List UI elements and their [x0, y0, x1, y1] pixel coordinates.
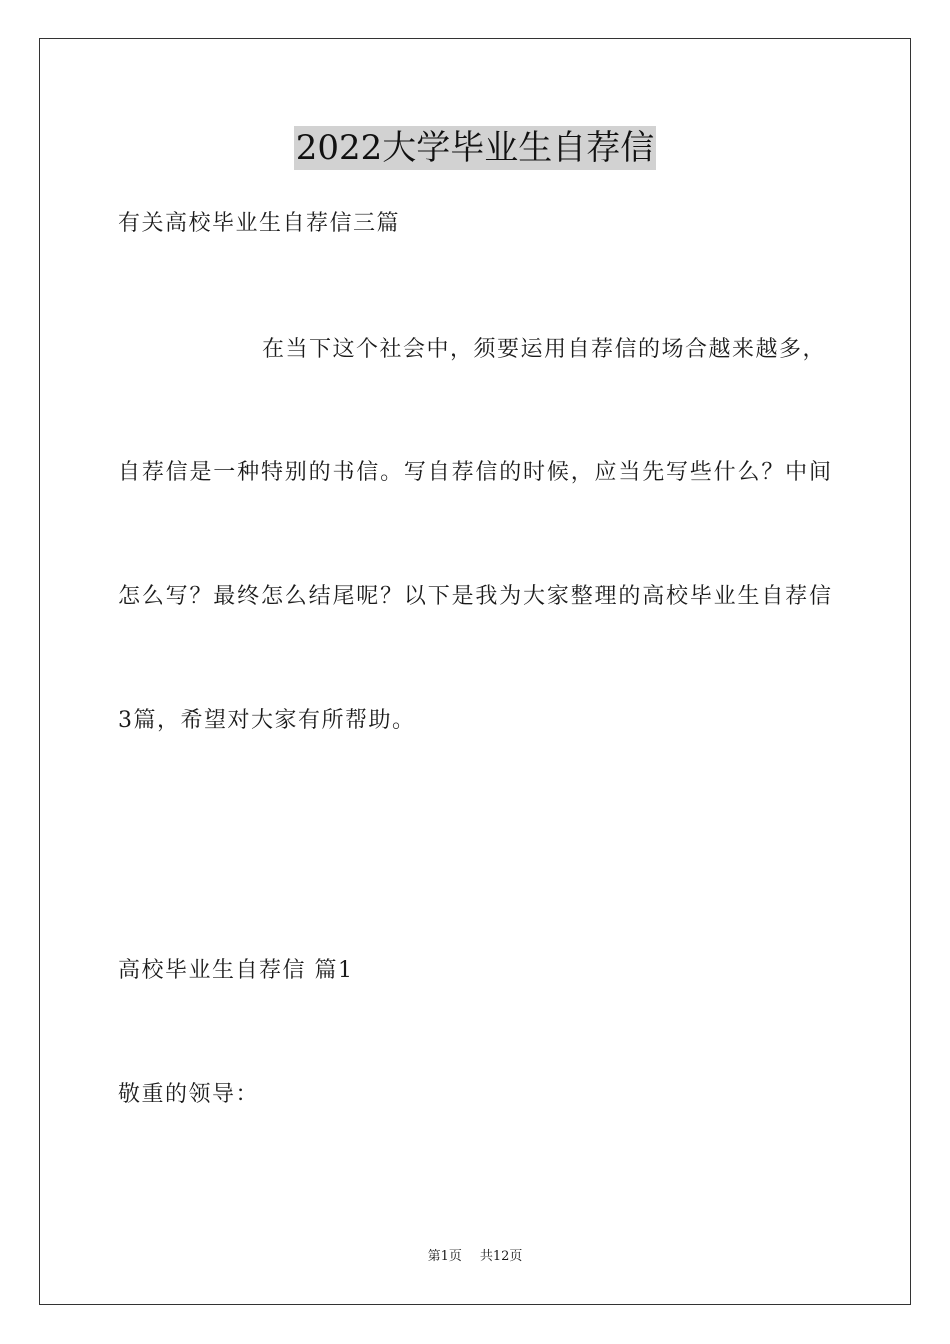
- intro-paragraph-line-2: 自荐信是一种特别的书信。写自荐信的时候，应当先写些什么？中间: [118, 460, 831, 485]
- document-subtitle: 有关高校毕业生自荐信三篇: [118, 211, 401, 236]
- section-heading: 高校毕业生自荐信 篇1: [118, 958, 354, 983]
- intro-paragraph-line-4: 3篇，希望对大家有所帮助。: [118, 708, 416, 733]
- intro-paragraph-line-3: 怎么写？最终怎么结尾呢？以下是我为大家整理的高校毕业生自荐信: [118, 584, 831, 609]
- page-footer: [0, 1248, 950, 1266]
- page-number-current: 第1页: [427, 1249, 462, 1264]
- salutation: 敬重的领导：: [118, 1082, 260, 1107]
- page-number-total: 共12页: [479, 1249, 523, 1264]
- document-title: 2022大学毕业生自荐信: [295, 128, 655, 168]
- intro-paragraph-line-1: 在当下这个社会中，须要运用自荐信的场合越来越多，: [262, 337, 827, 362]
- title-container: [0, 126, 950, 170]
